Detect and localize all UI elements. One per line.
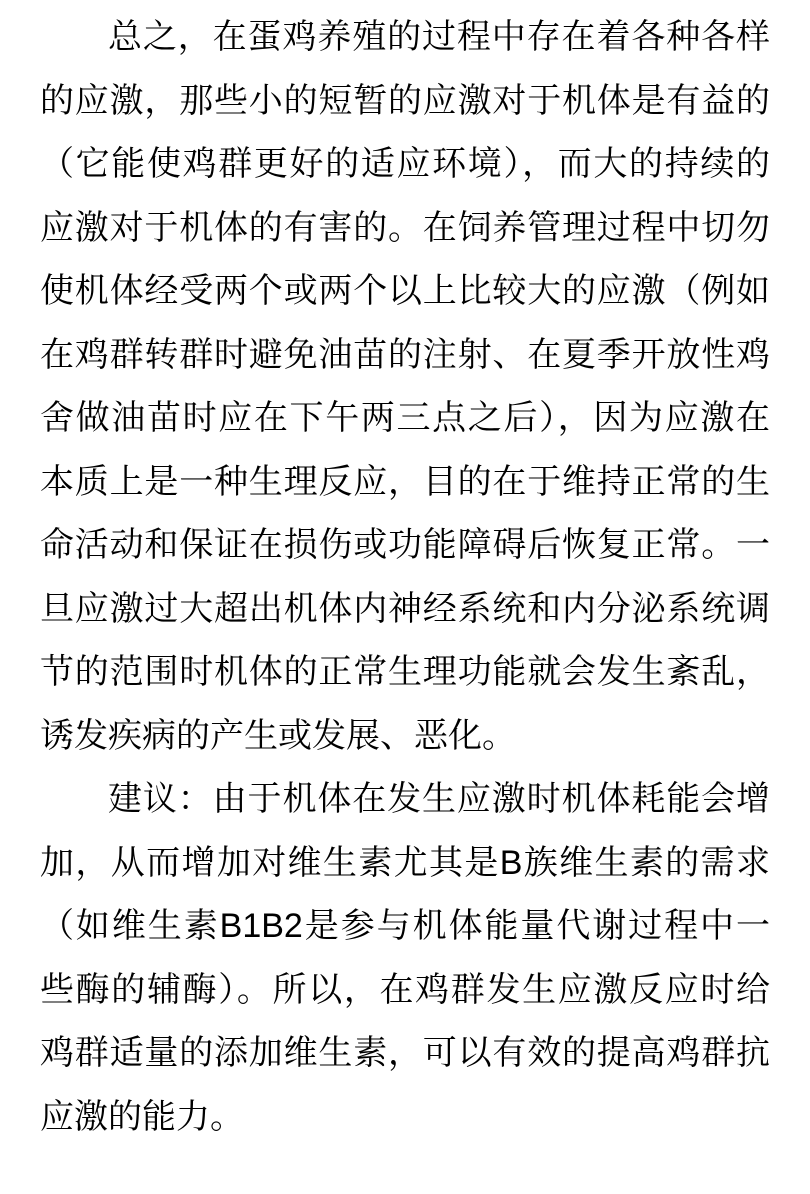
paragraph-summary [40,6,770,768]
text-line: 节的范围时机体的正常生理功能就会发生紊乱， [40,653,770,691]
text-line: 加，从而增加对维生素尤其是B族维生素的需求 [40,843,770,882]
text-line: 鸡群适量的添加维生素，可以有效的提高鸡群抗 [40,1034,770,1072]
text-line: （如维生素B1B2是参与机体能量代谢过程中一 [40,907,770,945]
text-line: 的应激，那些小的短暂的应激对于机体是有益的 [40,81,770,120]
text-line: 应激对于机体的有害的。在饲养管理过程中切勿 [40,208,770,247]
text-line: 应激的能力。 [40,1097,244,1136]
paragraph-suggestion [40,768,770,1149]
text-line: 旦应激过大超出机体内神经系统和内分泌系统调 [40,589,770,628]
text-line: 些酶的辅酶）。所以，在鸡群发生应激反应时给 [40,970,770,1009]
text-line: 使机体经受两个或两个以上比较大的应激（例如 [40,272,770,310]
text-line: 本质上是一种生理反应，目的在于维持正常的生 [40,462,770,501]
text-line: 舍做油苗时应在下午两三点之后），因为应激在 [40,399,770,437]
text-line: 总之，在蛋鸡养殖的过程中存在着各种各样 [108,18,770,56]
text-line: 命活动和保证在损伤或功能障碍后恢复正常。一 [40,526,770,564]
text-line: （它能使鸡群更好的适应环境），而大的持续的 [40,145,770,183]
text-line: 建议：由于机体在发生应激时机体耗能会增 [108,780,770,818]
text-line: 在鸡群转群时避免油苗的注射、在夏季开放性鸡 [40,335,770,374]
text-line: 诱发疾病的产生或发展、恶化。 [40,716,516,755]
